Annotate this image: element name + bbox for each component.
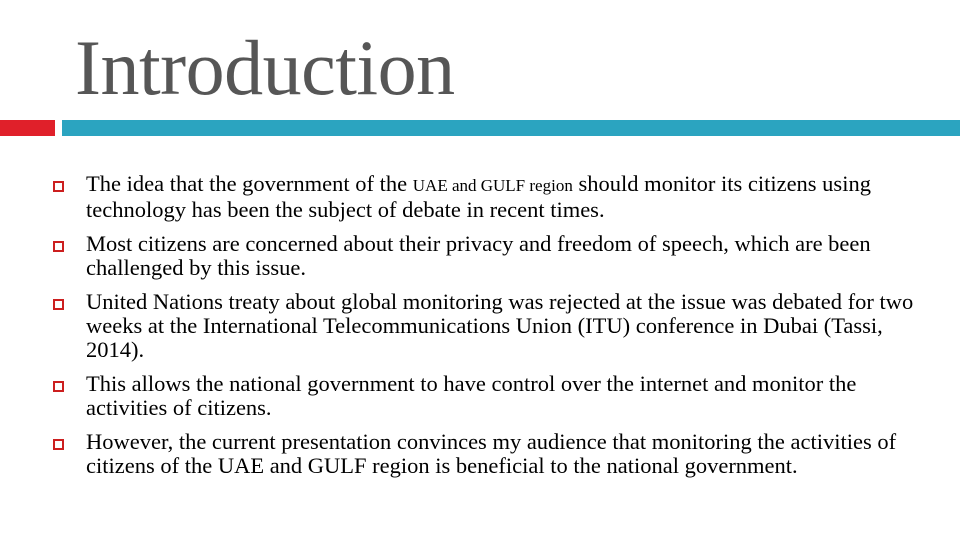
bullet-text: Most citizens are concerned about their privacy and freedom of speech, which are been challenged by this issue. [86,231,871,280]
square-bullet-icon [53,299,64,310]
bullet-text-part: The idea that the government of the [86,171,413,196]
accent-bar-red [0,120,55,136]
bullet-item [48,430,938,478]
bullet-item [48,232,938,280]
bullet-item [48,372,938,420]
bullet-text-small: UAE and GULF region [412,176,573,195]
bullet-item [48,290,938,362]
square-bullet-icon [53,381,64,392]
bullet-text-part: should monitor its citizens using technology has been the subject of debate in recent times. [86,171,871,222]
bullet-text: This allows the national government to have control over the internet and monitor the activities of citizens. [86,371,857,420]
slide-title: Introduction [75,24,455,111]
square-bullet-icon [53,439,64,450]
accent-bar-blue [62,120,960,136]
bullet-text: However, the current presentation convinces my audience that monitoring the activities of citizens of the UAE and GULF region is beneficial to the national government. [86,429,897,478]
square-bullet-icon [53,181,64,192]
square-bullet-icon [53,241,64,252]
bullet-text: United Nations treaty about global monitoring was rejected at the issue was debated for two weeks at the International Telecommunications Union (ITU) conference in Dubai (Tassi, 2014). [86,289,914,362]
bullet-item [48,172,938,222]
bullet-list [48,172,938,488]
